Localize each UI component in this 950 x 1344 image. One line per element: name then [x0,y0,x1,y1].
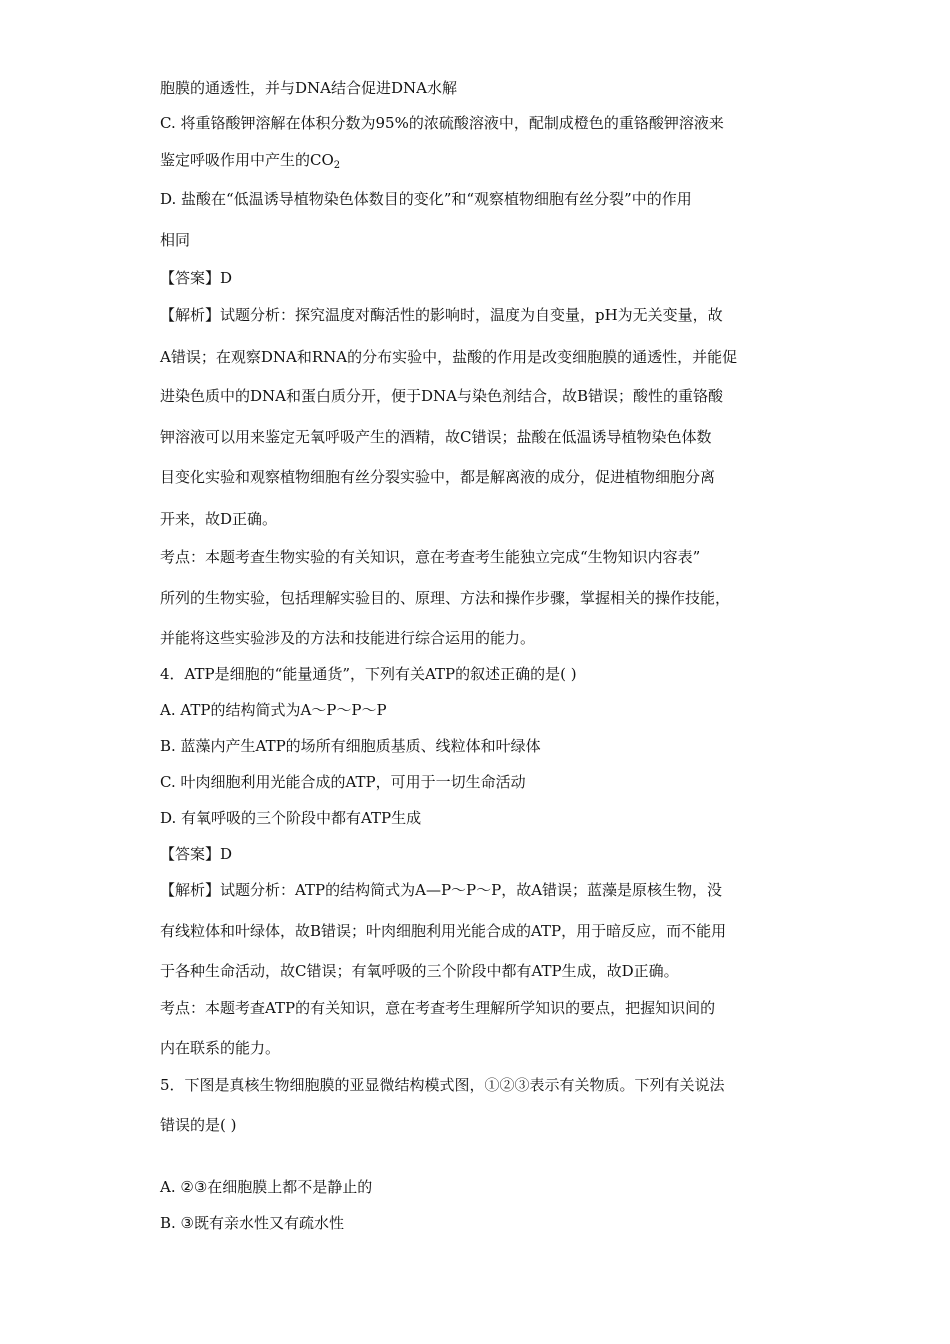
option-a: A. ②③在细胞膜上都不是静止的 [160,1178,373,1196]
option-c: C. 叶肉细胞利用光能合成的ATP，可用于一切生命活动 [160,773,526,791]
question-4: 4．ATP是细胞的“能量通货”，下列有关ATP的叙述正确的是( ) [160,665,577,683]
text-line: 钾溶液可以用来鉴定无氧呼吸产生的酒精，故C错误；盐酸在低温诱导植物染色体数 [160,428,712,446]
text-line: 胞膜的通透性，并与DNA结合促进DNA水解 [160,79,457,97]
text-line: 【解析】试题分析：ATP的结构简式为A—P～P～P，故A错误；蓝藻是原核生物，没 [160,881,723,899]
text-line: 错误的是( ) [160,1116,237,1134]
text-line: 所列的生物实验，包括理解实验目的、原理、方法和操作步骤，掌握相关的操作技能， [160,589,731,607]
option-d: D. 有氧呼吸的三个阶段中都有ATP生成 [160,809,422,827]
answer-label: 【答案】D [160,845,233,863]
text-line: 相同 [160,231,191,249]
option-b: B. ③既有亲水性又有疏水性 [160,1214,345,1232]
option-a: A. ATP的结构简式为A～P～P～P [160,701,387,719]
text-line: 【解析】试题分析：探究温度对酶活性的影响时，温度为自变量，pH为无关变量，故 [160,306,723,324]
text-line: 目变化实验和观察植物细胞有丝分裂实验中，都是解离液的成分，促进植物细胞分离 [160,468,716,486]
subscript: 2 [333,160,341,171]
text-line: A错误；在观察DNA和RNA的分布实验中，盐酸的作用是改变细胞膜的通透性，并能促 [160,348,738,366]
text-line: 有线粒体和叶绿体，故B错误；叶肉细胞利用光能合成的ATP，用于暗反应，而不能用 [160,922,727,940]
text-line: C. 将重铬酸钾溶解在体积分数为95%的浓硫酸溶液中，配制成橙色的重铬酸钾溶液来 [160,114,724,132]
option-b: B. 蓝藻内产生ATP的场所有细胞质基质、线粒体和叶绿体 [160,737,541,755]
text-line: D. 盐酸在“低温诱导植物染色体数目的变化”和“观察植物细胞有丝分裂”中的作用 [160,190,692,208]
question-5: 5．下图是真核生物细胞膜的亚显微结构模式图，①②③表示有关物质。下列有关说法 [160,1076,725,1094]
text-line: 考点：本题考查ATP的有关知识，意在考查考生理解所学知识的要点，把握知识间的 [160,999,716,1017]
text-line: 并能将这些实验涉及的方法和技能进行综合运用的能力。 [160,629,536,647]
text-line: 考点：本题考查生物实验的有关知识，意在考查考生能独立完成“生物知识内容表” [160,548,701,566]
text-line: 于各种生命活动，故C错误；有氧呼吸的三个阶段中都有ATP生成，故D正确。 [160,962,679,980]
text-line: 开来，故D正确。 [160,510,278,528]
answer-label: 【答案】D [160,269,233,287]
text-line [160,150,340,176]
text-line: 内在联系的能力。 [160,1039,281,1057]
text-line: 进染色质中的DNA和蛋白质分开，便于DNA与染色剂结合，故B错误；酸性的重铬酸 [160,387,723,405]
text-span: 鉴定呼吸作用中产生的CO [160,151,334,169]
